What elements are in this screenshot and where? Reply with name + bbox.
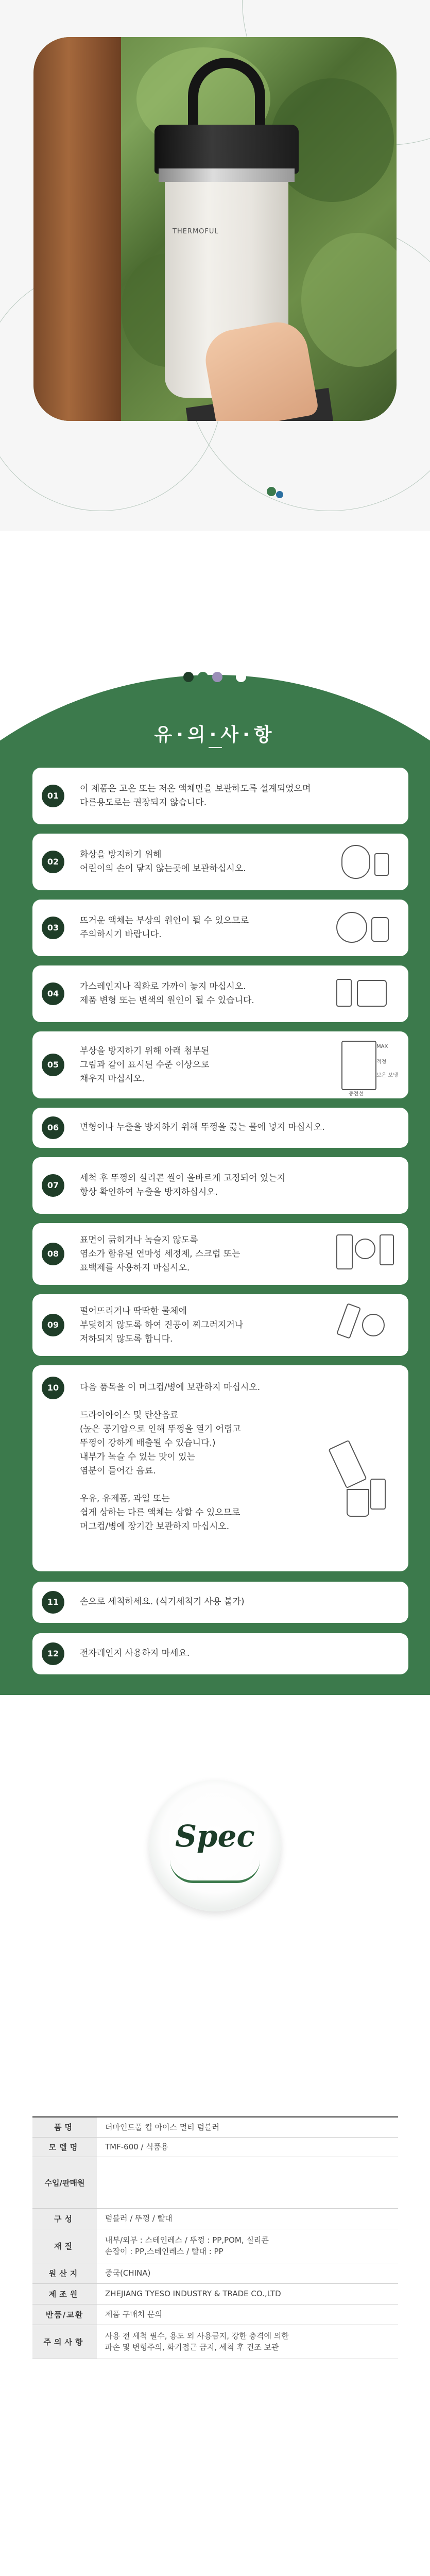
caution-number: 02 bbox=[42, 851, 64, 873]
caution-text: 이 제품은 고온 또는 저온 액체만을 보관하도록 설계되었으며 다른용도로는 권장되지 않습니다. bbox=[80, 784, 311, 808]
pouring-icon bbox=[328, 1440, 367, 1489]
caution-number: 05 bbox=[42, 1054, 64, 1076]
title-underline bbox=[209, 747, 222, 748]
spec-label: 주의사항 bbox=[32, 2325, 97, 2359]
product-photo bbox=[33, 37, 397, 421]
spec-label: 제조원 bbox=[32, 2283, 97, 2304]
caution-text: 전자레인지 사용하지 마세요. bbox=[80, 1648, 190, 1658]
caution-text: 뜨거운 액체는 부상의 원인이 될 수 있으므로 주의하시기 바랍니다. bbox=[80, 916, 249, 940]
caution-text: 손으로 세척하세요. (식기세척기 사용 불가) bbox=[80, 1597, 245, 1607]
tumbler-icon bbox=[336, 979, 352, 1007]
caution-text: 가스레인지나 직화로 가까이 놓지 마십시오. 제품 변형 또는 변색의 원인이 될 수 있습니다. bbox=[80, 981, 254, 1006]
tumbler-lid bbox=[154, 125, 299, 174]
fill-line-label: MAX bbox=[376, 1044, 388, 1049]
spec-label: 원산지 bbox=[32, 2263, 97, 2283]
spec-value: 제품 구매처 문의 bbox=[97, 2304, 398, 2325]
caution-card bbox=[32, 1633, 408, 1674]
spec-row bbox=[32, 2157, 398, 2208]
wooden-post bbox=[33, 37, 121, 421]
caution-card bbox=[32, 1223, 408, 1285]
caution-number: 06 bbox=[42, 1116, 64, 1139]
no-children-icon bbox=[341, 845, 370, 879]
caution-card bbox=[32, 1031, 408, 1098]
cup-icon bbox=[347, 1489, 369, 1517]
hot-liquid-icon bbox=[336, 912, 367, 943]
spec-row bbox=[32, 2304, 398, 2325]
caution-number: 08 bbox=[42, 1243, 64, 1265]
caution-number: 10 bbox=[42, 1377, 64, 1399]
spec-value: 더마인드풀 컵 아이스 멀티 텀블러 bbox=[97, 2117, 398, 2137]
spec-swoosh bbox=[170, 1860, 260, 1883]
fill-line-caption: 충전선 bbox=[349, 1091, 364, 1097]
spec-value: 중국(CHINA) bbox=[97, 2263, 398, 2283]
spec-row bbox=[32, 2117, 398, 2137]
spec-label: 구성 bbox=[32, 2208, 97, 2229]
caution-number: 12 bbox=[42, 1642, 64, 1665]
title-dot bbox=[212, 672, 222, 682]
spec-label: 모델명 bbox=[32, 2137, 97, 2157]
spec-row bbox=[32, 2229, 398, 2263]
spec-value: ZHEJIANG TYESO INDUSTRY & TRADE CO.,LTD bbox=[97, 2283, 398, 2304]
caution-card bbox=[32, 1582, 408, 1623]
spec-row bbox=[32, 2208, 398, 2229]
spec-row bbox=[32, 2263, 398, 2283]
tumbler-icon bbox=[370, 1479, 386, 1510]
caution-number: 09 bbox=[42, 1314, 64, 1336]
title-dot bbox=[183, 672, 194, 682]
fill-line-icon bbox=[341, 1041, 376, 1090]
tumbler-ring bbox=[159, 168, 295, 182]
tumbler-icon bbox=[380, 1234, 394, 1265]
caution-card bbox=[32, 1365, 408, 1571]
caution-card bbox=[32, 1108, 408, 1148]
accent-dot bbox=[267, 487, 276, 496]
fill-line-label: 보온 보냉 bbox=[376, 1073, 398, 1078]
caution-text: 부상을 방지하기 위해 아래 첨부된 그림과 같이 표시된 수준 이상으로 채우지 마십시오. bbox=[80, 1046, 210, 1084]
title-dot bbox=[236, 672, 246, 682]
tumbler-brand-text: THERMOFUL bbox=[173, 228, 219, 235]
no-drop-icon bbox=[362, 1314, 385, 1336]
no-fire-icon bbox=[357, 980, 387, 1007]
caution-card bbox=[32, 965, 408, 1022]
spec-label: 반품/교환 bbox=[32, 2304, 97, 2325]
spec-value: 내부/외부 : 스테인레스 / 뚜껑 : PP,POM, 실리콘 손잡이 : PP,스테인레스 / 빨대 : PP bbox=[97, 2229, 398, 2263]
caution-number: 03 bbox=[42, 917, 64, 939]
caution-card bbox=[32, 1294, 408, 1356]
tumbler-icon bbox=[374, 853, 389, 876]
caution-text: 떨어뜨리거나 딱딱한 물체에 부딪히지 않도록 하여 진공이 찌그러지거나 저하되지 않도록 합니다. bbox=[80, 1306, 244, 1344]
accent-dot bbox=[276, 491, 283, 498]
caution-text: 화상을 방지하기 위해 어린이의 손이 닿지 않는곳에 보관하십시오. bbox=[80, 850, 246, 874]
spec-value: TMF-600 / 식품용 bbox=[97, 2137, 398, 2157]
caution-number: 04 bbox=[42, 982, 64, 1005]
caution-text: 다음 품목을 이 머그컵/병에 보관하지 마십시오. 드라이아이스 및 탄산음료 (높은 공기압으로 인해 뚜껑을 열기 어렵고 뚜껑이 강하게 배출될 수 있습니다.) 내부가 녹슬 수 있는 맛이 있는 염분이 들어간 음료. 우유, 유제품, 과일 또는 쉽게 상하는 다른 액체는 상할 수 있으므로 머그컵/병에 장기간 보관하지 마십시오. bbox=[80, 1382, 261, 1532]
caution-card bbox=[32, 900, 408, 956]
caution-number: 07 bbox=[42, 1174, 64, 1197]
tumbler-icon bbox=[371, 917, 389, 942]
caution-text: 변형이나 누출을 방지하기 위해 뚜껑을 끓는 물에 넣지 마십시오. bbox=[80, 1122, 325, 1132]
caution-number: 01 bbox=[42, 785, 64, 807]
caution-text: 표면이 긁히거나 녹슬지 않도록 염소가 함유된 연마성 세정제, 스크럽 또는 표백제를 사용하지 마십시오. bbox=[80, 1235, 240, 1273]
title-dot bbox=[198, 672, 208, 682]
spec-row bbox=[32, 2283, 398, 2304]
fill-line-label: 적정 bbox=[376, 1059, 387, 1065]
spec-label: 재질 bbox=[32, 2229, 97, 2263]
caution-card bbox=[32, 768, 408, 824]
spec-table bbox=[32, 2117, 398, 2359]
spec-value: 사용 전 세척 필수, 용도 외 사용금지, 강한 충격에 의한 파손 및 변형주의, 화기접근 금지, 세척 후 건조 보관 bbox=[97, 2325, 398, 2359]
drop-icon bbox=[336, 1303, 361, 1339]
spec-label: 품명 bbox=[32, 2117, 97, 2137]
caution-text: 세척 후 뚜껑의 실리콘 씰이 올바르게 고정되어 있는지 항상 확인하여 누출을 방지하십시오. bbox=[80, 1173, 286, 1197]
caution-card bbox=[32, 1157, 408, 1214]
product-photo-section bbox=[0, 0, 430, 531]
spec-value: 텀블러 / 뚜껑 / 빨대 bbox=[97, 2208, 398, 2229]
spec-row bbox=[32, 2137, 398, 2157]
bleach-icon bbox=[336, 1234, 353, 1269]
caution-number: 11 bbox=[42, 1591, 64, 1614]
spec-label: 수입/판매원 bbox=[32, 2157, 97, 2208]
spec-row bbox=[32, 2325, 398, 2359]
caution-card bbox=[32, 834, 408, 890]
caution-title: 유·의·사·항 bbox=[154, 724, 276, 745]
no-scrub-icon bbox=[355, 1239, 375, 1259]
spec-value bbox=[97, 2157, 398, 2208]
spec-logo-text: Spec bbox=[175, 1819, 255, 1854]
